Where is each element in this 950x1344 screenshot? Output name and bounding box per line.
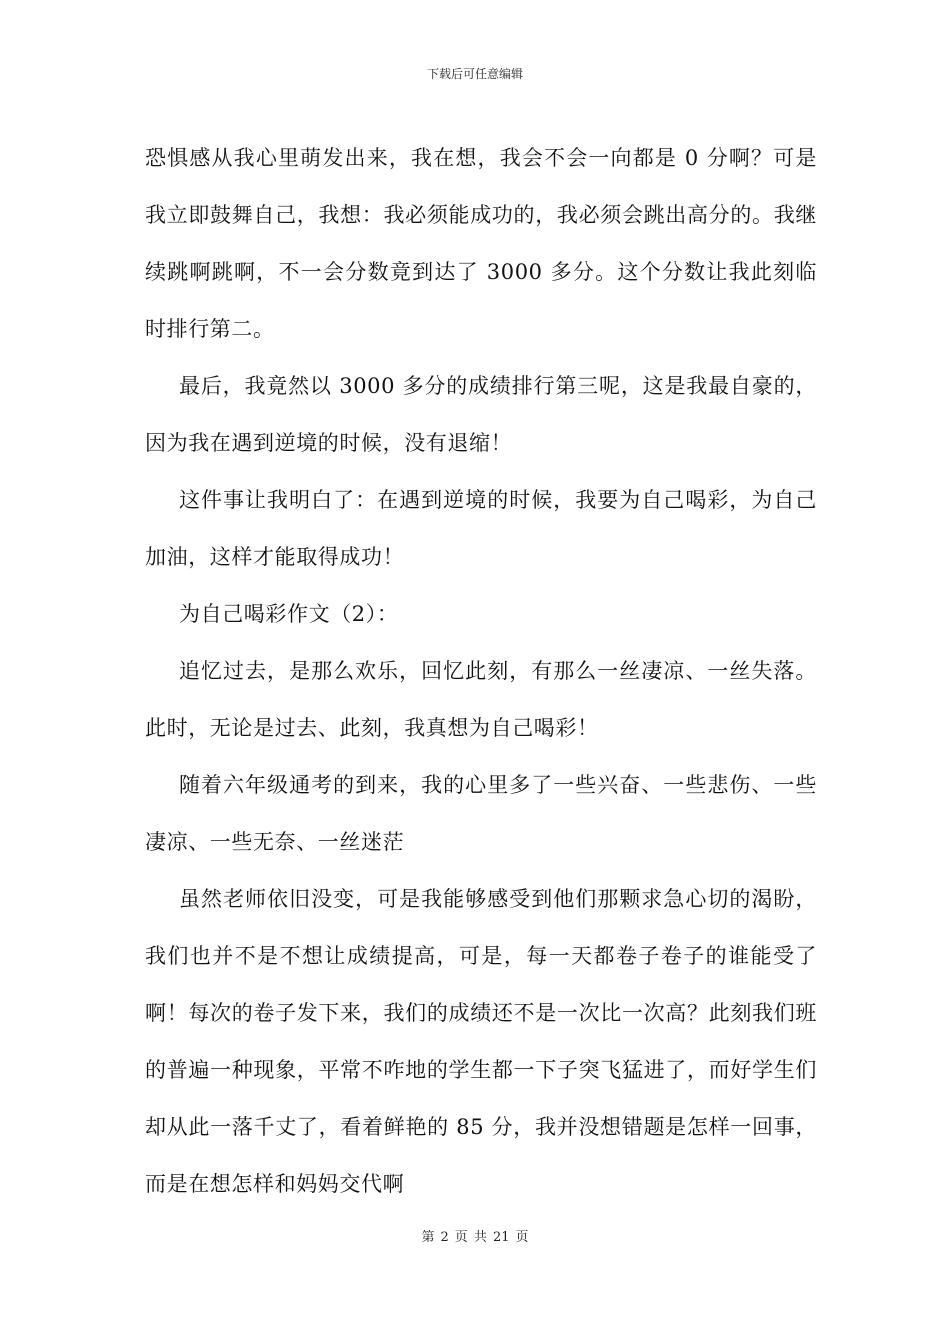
paragraph-4: 追忆过去，是那么欢乐，回忆此刻，有那么一丝凄凉、一丝失落。此时，无论是过去、此刻，我真想为自己喝彩！: [145, 659, 817, 740]
footer-prefix: 第: [421, 1230, 435, 1245]
paragraph-2: 最后，我竟然以 3000 多分的成绩排行第三呢，这是我最自豪的，因为我在遇到逆境的时候，没有退缩！: [145, 374, 817, 455]
section-heading: 为自己喝彩作文（2）：: [179, 602, 399, 626]
paragraph-5: 随着六年级通考的到来，我的心里多了一些兴奋、一些悲伤、一些凄凉、一些无奈、一丝迷茫: [145, 773, 817, 854]
paragraph-3: 这件事让我明白了：在遇到逆境的时候，我要为自己喝彩，为自己加油，这样才能取得成功！: [145, 488, 817, 569]
paragraph-1: 恐惧感从我心里萌发出来，我在想，我会不会一向都是 0 分啊？可是我立即鼓舞自己，我想：我必须能成功的，我必须会跳出高分的。我继续跳啊跳啊，不一会分数竟到达了 3000 多分。这个分数让我此刻临时排行第二。: [145, 146, 817, 341]
footer-suffix: 页: [515, 1230, 529, 1245]
document-body: [145, 130, 817, 1213]
total-pages-number: 21: [492, 1230, 510, 1245]
paragraph-6: 虽然老师依旧没变，可是我能够感受到他们那颗求急心切的渴盼，我们也并不是不想让成绩提高，可是，每一天都卷子卷子的谁能受了啊！每次的卷子发下来，我们的成绩还不是一次比一次高？此刻我们班的普遍一种现象，平常不咋地的学生都一下子突飞猛进了，而好学生们却从此一落千丈了，看着鲜艳的 85 分，我并没想错题是怎样一回事，而是在想怎样和妈妈交代啊: [145, 887, 817, 1196]
page-footer: [0, 1229, 950, 1247]
current-page-number: 2: [440, 1230, 449, 1245]
page-header: 下载后可任意编辑: [426, 67, 523, 81]
footer-middle: 页 共: [454, 1230, 487, 1245]
